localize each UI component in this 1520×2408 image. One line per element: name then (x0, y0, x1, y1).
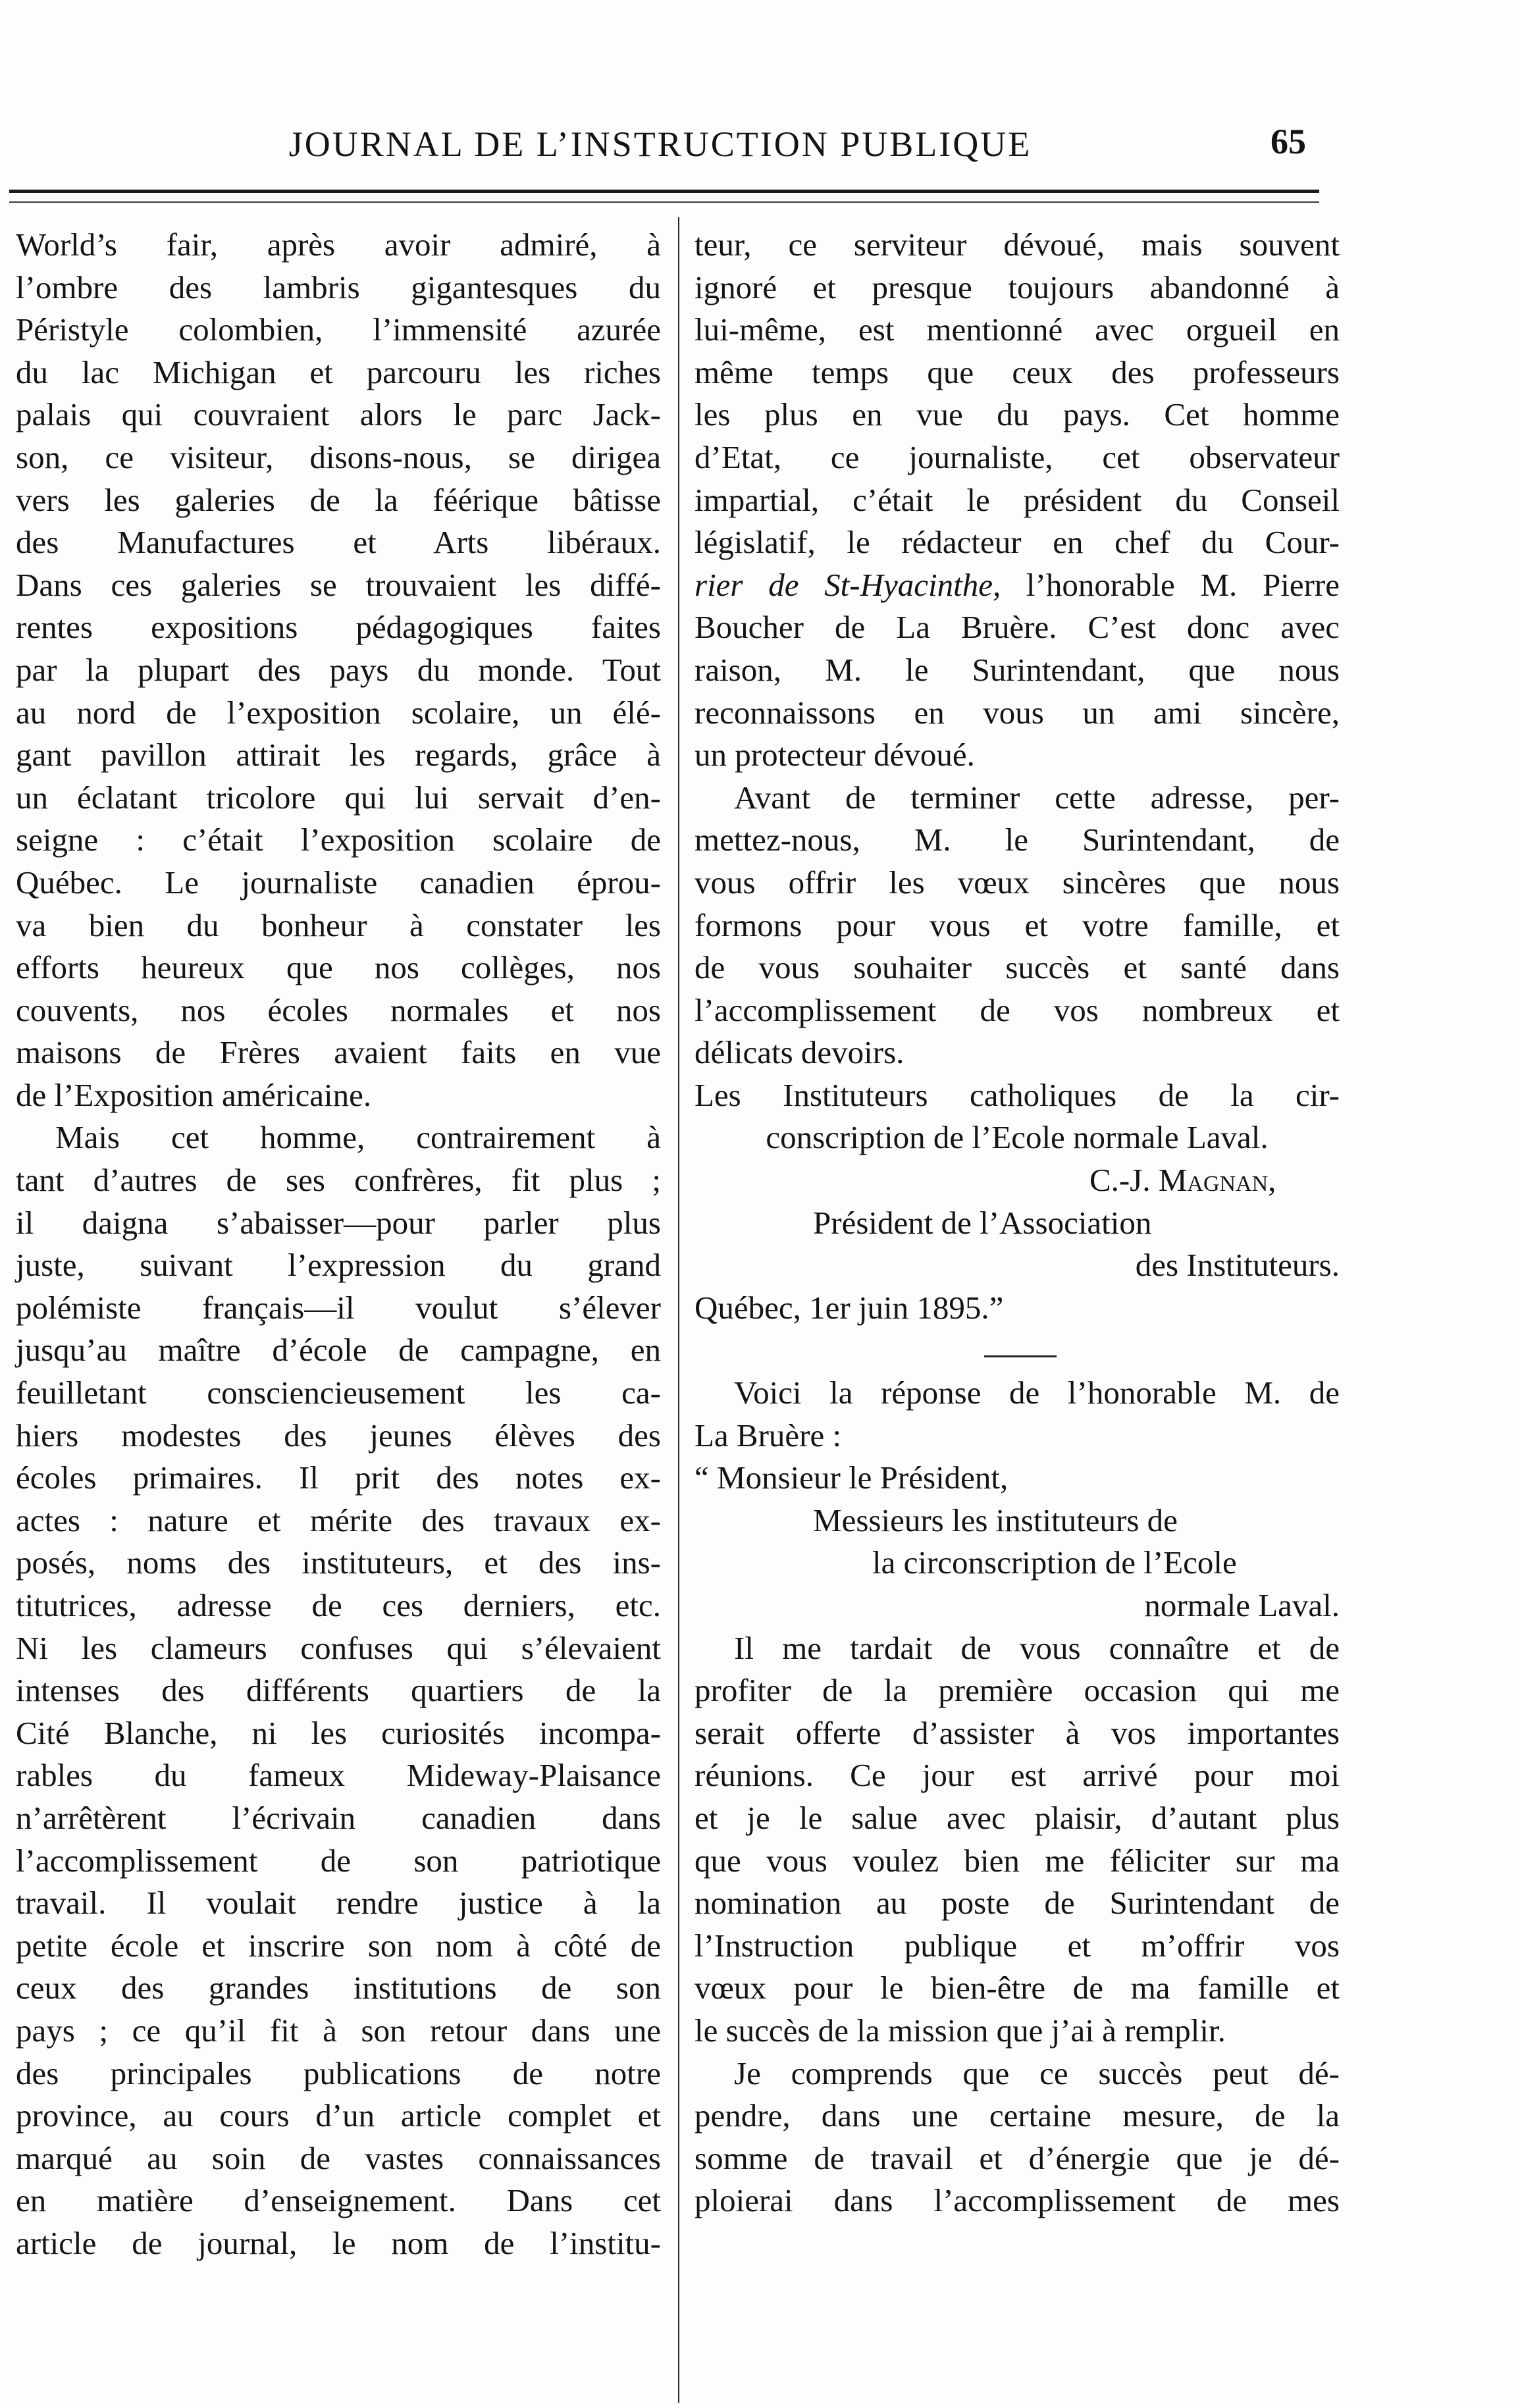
running-head-title: JOURNAL DE L’INSTRUCTION PUBLIQUE (288, 124, 1032, 164)
text-line: lui-même, est mentionné avec orgueil en (694, 311, 1340, 348)
text-line: Avant de terminer cette adresse, per- (734, 779, 1340, 816)
text-line: maisons de Frères avaient faits en vue (16, 1034, 661, 1071)
text-line: va bien du bonheur à constater les (16, 906, 661, 943)
salutation-line: Messieurs les instituteurs de (813, 1502, 1178, 1538)
text-line: l’ombre des lambris gigantesques du (16, 269, 661, 305)
text-line: rentes expositions pédagogiques faites (16, 609, 661, 646)
text-line: serait offerte d’assister à vos importantes (694, 1714, 1340, 1751)
text-line: l’Instruction publique et m’offrir vos (694, 1927, 1340, 1964)
text-line: efforts heureux que nos collèges, nos (16, 949, 661, 986)
header-rule-thin (9, 201, 1319, 203)
text-line: son, ce visiteur, disons-nous, se dirigea (16, 438, 661, 475)
text-line: article de journal, le nom de l’institu- (16, 2224, 661, 2261)
text-line: marqué au soin de vastes connaissances (16, 2139, 661, 2176)
text-line: Mais cet homme, contrairement à (55, 1119, 661, 1156)
text-line: impartial, c’était le président du Conseil (694, 481, 1340, 518)
text-line: pendre, dans une certaine mesure, de la (694, 2097, 1340, 2134)
text-line: titutrices, adresse de ces derniers, etc. (16, 1587, 661, 1623)
text-line: couvents, nos écoles normales et nos (16, 991, 661, 1028)
header-rule-thick (9, 190, 1319, 193)
text-line: Ni les clameurs confuses qui s’élevaient (16, 1629, 661, 1666)
text-line: rables du fameux Mideway-Plaisance (16, 1757, 661, 1794)
text-line: du lac Michigan et parcouru les riches (16, 353, 661, 390)
text-line: l’accomplissement de son patriotique (16, 1842, 661, 1879)
text-line: d’Etat, ce journaliste, cet observateur (694, 438, 1340, 475)
text-line: Il me tardait de vous connaître et de (734, 1629, 1340, 1666)
signoff-line: conscription de l’Ecole normale Laval. (766, 1119, 1269, 1156)
text-line: en matière d’enseignement. Dans cet (16, 2182, 661, 2219)
text-line: Voici la réponse de l’honorable M. de (734, 1374, 1340, 1411)
text-line: palais qui couvraient alors le parc Jack- (16, 396, 661, 433)
text-line: posés, noms des instituteurs, et des ins- (16, 1544, 661, 1581)
text-line: province, au cours d’un article complet et (16, 2097, 661, 2134)
text-line: écoles primaires. Il prit des notes ex- (16, 1459, 661, 1496)
text-line: raison, M. le Surintendant, que nous (694, 651, 1340, 688)
text-line: ceux des grandes institutions de son (16, 1970, 661, 2006)
page-number: 65 (1271, 122, 1306, 161)
text-line: un éclatant tricolore qui lui servait d’en- (16, 779, 661, 816)
text-line: que vous voulez bien me féliciter sur ma (694, 1842, 1340, 1879)
text-line: Boucher de La Bruère. C’est donc avec (694, 609, 1340, 646)
newspaper-title: rier de St-Hyacinthe, (694, 566, 1001, 603)
text-line-mixed (694, 564, 1340, 607)
text-line: et je le salue avec plaisir, d’autant plus (694, 1799, 1340, 1836)
text-line: petite école et inscrire son nom à côté de (16, 1927, 661, 1964)
text-line: des Manufactures et Arts libéraux. (16, 524, 661, 561)
text-line: World’s fair, après avoir admiré, à (16, 226, 661, 263)
text-line: au nord de l’exposition scolaire, un élé- (16, 694, 661, 731)
text-line: profiter de la première occasion qui me (694, 1672, 1340, 1709)
text-line: actes : nature et mérite des travaux ex- (16, 1502, 661, 1538)
text-line: somme de travail et d’énergie que je dé- (694, 2139, 1340, 2176)
text-line: vœux pour le bien-être de ma famille et (694, 1970, 1340, 2006)
text-line: reconnaissons en vous un ami sincère, (694, 694, 1340, 731)
text-line: intenses des différents quartiers de la (16, 1672, 661, 1709)
section-divider (694, 1329, 1340, 1372)
text-line: réunions. Ce jour est arrivé pour moi (694, 1757, 1340, 1794)
salutation-line: “ Monsieur le Président, (694, 1459, 1009, 1496)
text-line: gant pavillon attirait les regards, grâce à (16, 737, 661, 773)
text-line: le succès de la mission que j’ai à remplir. (694, 2012, 1226, 2049)
text-line: ploierai dans l’accomplissement de mes (694, 2182, 1340, 2219)
text-line: mettez-nous, M. le Surintendant, de (694, 822, 1340, 858)
text-line: vers les galeries de la féérique bâtisse (16, 481, 661, 518)
right-column (694, 224, 1340, 2222)
text-line: jusqu’au maître d’école de campagne, en (16, 1332, 661, 1369)
text-line: Dans ces galeries se trouvaient les diffé- (16, 566, 661, 603)
text-line: hiers modestes des jeunes élèves des (16, 1417, 661, 1453)
text-line: feuilletant consciencieusement les ca- (16, 1374, 661, 1411)
text-line: il daigna s’abaisser—pour parler plus (16, 1204, 661, 1241)
text-line: juste, suivant l’expression du grand (16, 1247, 661, 1284)
text-line: pays ; ce qu’il fit à son retour dans une (16, 2012, 661, 2049)
text-line: travail. Il voulait rendre justice à la (16, 1885, 661, 1922)
text-line: ignoré et presque toujours abandonné à (694, 269, 1340, 305)
salutation-line: la circonscription de l’Ecole (872, 1544, 1237, 1581)
text-line: par la plupart des pays du monde. Tout (16, 651, 661, 688)
text-fragment: l’honorable M. Pierre (1001, 566, 1340, 603)
text-line: un protecteur dévoué. (694, 737, 975, 773)
text-line: de vous souhaiter succès et santé dans (694, 949, 1340, 986)
left-column (16, 224, 661, 2265)
text-line: formons pour vous et votre famille, et (694, 906, 1340, 943)
signoff-line: Les Instituteurs catholiques de la cir- (694, 1076, 1340, 1113)
date-line: Québec, 1er juin 1895.” (694, 1289, 1004, 1326)
text-line: législatif, le rédacteur en chef du Cour- (694, 524, 1340, 561)
text-line: Je comprends que ce succès peut dé- (734, 2055, 1340, 2091)
text-line: seigne : c’était l’exposition scolaire de (16, 822, 661, 858)
text-line: n’arrêtèrent l’écrivain canadien dans (16, 1799, 661, 1836)
text-line: Québec. Le journaliste canadien éprou- (16, 864, 661, 901)
text-line: des principales publications de notre (16, 2055, 661, 2091)
text-line: Péristyle colombien, l’immensité azurée (16, 311, 661, 348)
signature-name: C.-J. Magnan, (1089, 1162, 1276, 1199)
column-divider (678, 217, 679, 2403)
text-line: La Bruère : (694, 1417, 842, 1453)
text-line: vous offrir les vœux sincères que nous (694, 864, 1340, 901)
text-line: Cité Blanche, ni les curiosités incompa- (16, 1714, 661, 1751)
text-line: délicats devoirs. (694, 1034, 904, 1071)
signature-title: des Instituteurs. (1135, 1247, 1340, 1284)
text-line: nomination au poste de Surintendant de (694, 1885, 1340, 1922)
text-line: de l’Exposition américaine. (16, 1076, 372, 1113)
text-line: les plus en vue du pays. Cet homme (694, 396, 1340, 433)
text-line: tant d’autres de ses confrères, fit plus ; (16, 1162, 661, 1199)
text-line: l’accomplissement de vos nombreux et (694, 991, 1340, 1028)
signature-title: Président de l’Association (813, 1204, 1152, 1241)
text-line: même temps que ceux des professeurs (694, 353, 1340, 390)
salutation-line: normale Laval. (1144, 1587, 1340, 1623)
text-line: polémiste français—il voulut s’élever (16, 1289, 661, 1326)
text-line: teur, ce serviteur dévoué, mais souvent (694, 226, 1340, 263)
